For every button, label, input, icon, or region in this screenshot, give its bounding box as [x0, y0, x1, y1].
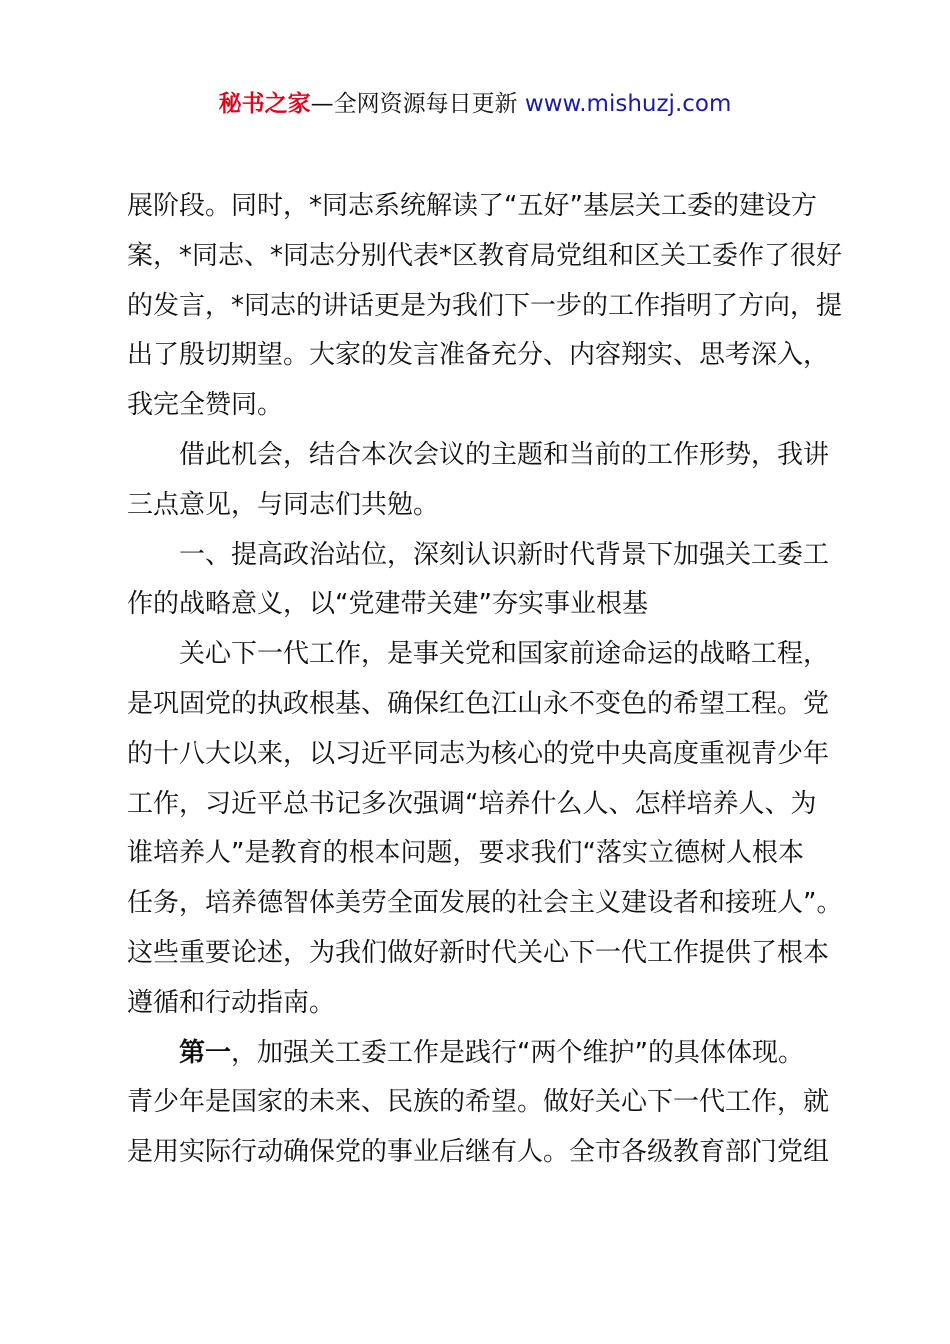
- text-line: 我完全赞同。: [127, 390, 284, 421]
- text-line: 是用实际行动确保党的事业后继有人。全市各级教育部门党组: [127, 1137, 830, 1168]
- document-body: [127, 182, 843, 1178]
- header-tagline: —全网资源每日更新: [310, 91, 525, 117]
- brand-name: 秘书之家: [218, 91, 311, 117]
- text-line: 三点意见，与同志们共勉。: [127, 489, 440, 520]
- section-heading-line: 一、提高政治站位，深刻认识新时代背景下加强关工委工: [179, 539, 830, 570]
- text-line: 任务，培养德智体美劳全面发展的社会主义建设者和接班人”。: [127, 888, 843, 919]
- site-url[interactable]: www.mishuzj.com: [524, 91, 732, 117]
- text-line: 展阶段。同时，*同志系统解读了“五好”基层关工委的建设方: [127, 191, 817, 221]
- text-line: 案，*同志、*同志分别代表*区教育局党组和区关工委作了很好: [127, 240, 843, 271]
- section-heading-line: 作的战略意义，以“党建带关建”夯实事业根基: [127, 589, 648, 620]
- text-line: 工作，习近平总书记多次强调“培养什么人、怎样培养人、为: [127, 788, 817, 819]
- bold-prefix: 第一: [179, 1037, 232, 1068]
- text-line: 关心下一代工作，是事关党和国家前途命运的战略工程，: [179, 639, 830, 670]
- text-line: 谁培养人”是教育的根本问题，要求我们“落实立德树人根本: [127, 838, 804, 869]
- text-line: 遵循和行动指南。: [127, 987, 336, 1018]
- text-line: 出了殷切期望。大家的发言准备充分、内容翔实、思考深入，: [127, 340, 830, 371]
- watermark-header: [0, 86, 950, 122]
- text-line: [127, 1029, 837, 1079]
- text-line: 的十八大以来，以习近平同志为核心的党中央高度重视青少年: [127, 738, 830, 769]
- text-line: 借此机会，结合本次会议的主题和当前的工作形势，我讲: [179, 439, 830, 470]
- text-line: 的发言，*同志的讲话更是为我们下一步的工作指明了方向，提: [127, 290, 843, 321]
- text-line-rest: ，加强关工委工作是践行“两个维护”的具体体现。: [231, 1037, 804, 1068]
- text-line: 这些重要论述，为我们做好新时代关心下一代工作提供了根本: [127, 937, 830, 968]
- text-line: 是巩固党的执政根基、确保红色江山永不变色的希望工程。党: [127, 688, 830, 719]
- text-line: 青少年是国家的未来、民族的希望。做好关心下一代工作，就: [127, 1087, 830, 1118]
